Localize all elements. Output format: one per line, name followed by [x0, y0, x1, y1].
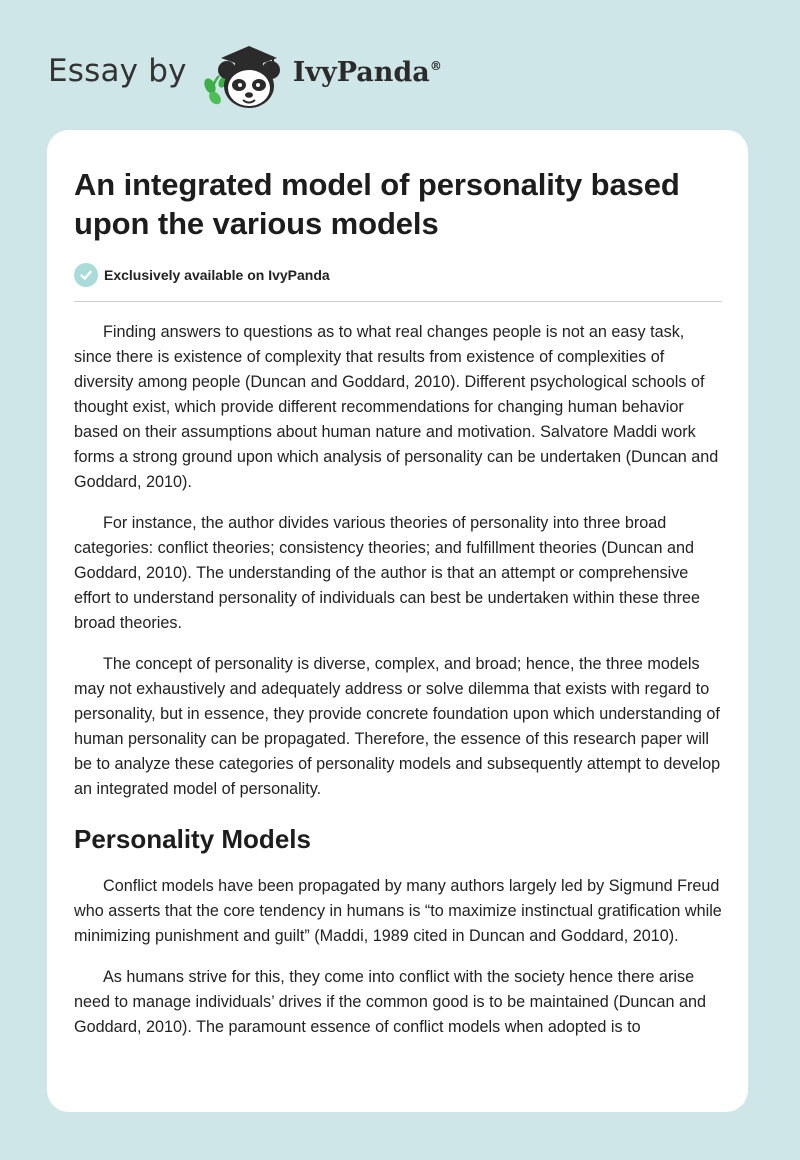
section-heading: Personality Models [74, 824, 311, 854]
body-paragraph: Finding answers to questions as to what real changes people is not an easy task, since there is existence of complexity that results from existence of complexities of diversity among people (Duncan and Goddard, 2010). Different psychological schools of thought exist, which provide different recommendations for changing human behavior based on their assumptions about human nature and motivation. Salvatore Maddi work forms a strong ground upon which analysis of personality can be undertaken (Duncan and Goddard, 2010). [74, 323, 719, 491]
registered-mark: ® [429, 58, 442, 73]
body-paragraph: For instance, the author divides various theories of personality into three broad categories: conflict theories; consistency theories; and fulfillment theories (Duncan and Goddard, 2010). The understanding of the author is that an attempt or comprehensive effort to understand personality of individuals can best be undertaken within these three broad theories. [74, 514, 701, 632]
body-paragraph: Conflict models have been propagated by many authors largely led by Sigmund Freud who asserts that the core tendency in humans is “to maximize instinctual gratification while minimizing punishment and guilt” (Maddi, 1989 cited in Duncan and Goddard, 2010). [74, 877, 722, 945]
ivypanda-logo[interactable] [201, 36, 442, 112]
site-header [48, 34, 442, 114]
panda-mascot-icon [201, 36, 287, 112]
checkmark-icon [74, 263, 98, 287]
essay-title: An integrated model of personality based upon the various models [74, 167, 680, 241]
brand-name: IvyPanda® [292, 56, 442, 88]
exclusive-badge [74, 263, 722, 302]
exclusive-badge-text: Exclusively available on IvyPanda [104, 267, 330, 283]
body-paragraph: The concept of personality is diverse, complex, and broad; hence, the three models may not exhaustively and adequately address or solve dilemma that exists with regard to personality, but in essence, they provide concrete foundation upon which understanding of human personality can be propagated. Therefore, the essence of this research paper will be to analyze these categories of personality models and subsequently attempt to develop an integrated model of personality. [74, 655, 721, 798]
essay-by-label: Essay by [48, 53, 187, 89]
essay-card [47, 130, 748, 1112]
body-paragraph: As humans strive for this, they come into conflict with the society hence there arise need to manage individuals’ drives if the common good is to be maintained (Duncan and Goddard, 2010). The paramount essence of conflict models when adopted is to [74, 968, 706, 1036]
